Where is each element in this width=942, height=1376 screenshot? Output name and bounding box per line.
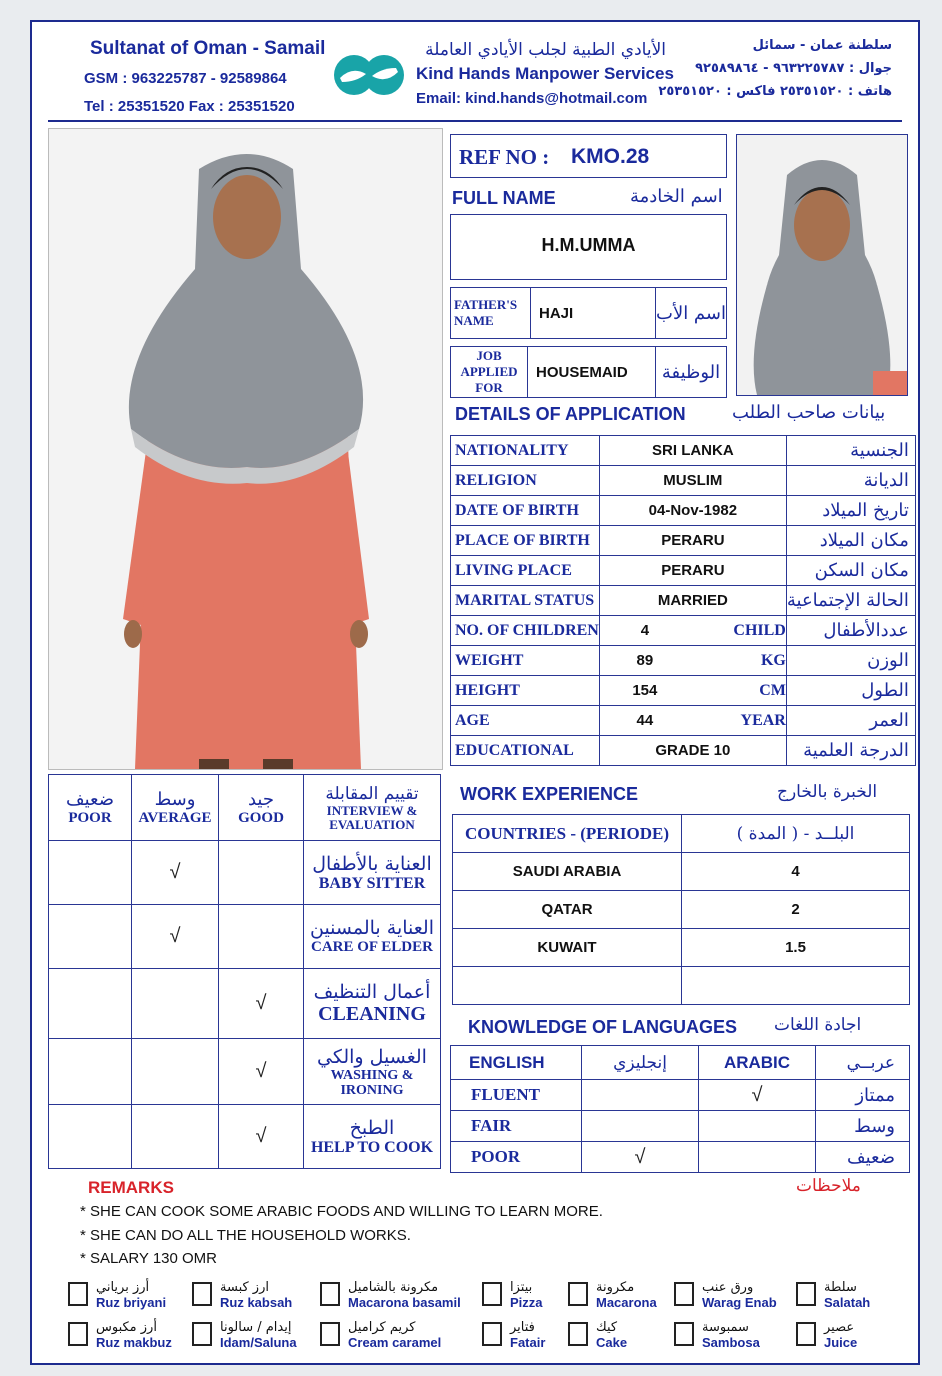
- header-tel: Tel : 25351520 Fax : 25351520: [84, 98, 295, 115]
- details-label-ar: الحالة الإجتماعية: [786, 586, 915, 616]
- lang-arabic-mark: [699, 1111, 816, 1142]
- work-col-countries: COUNTRIES - (PERIODE): [453, 815, 682, 853]
- remarks-lines: [80, 1200, 603, 1271]
- language-row: [451, 1080, 910, 1111]
- eval-good-mark: √: [219, 969, 304, 1039]
- details-value: PERARU: [599, 526, 786, 556]
- food-label-en: Cream caramel: [348, 1335, 442, 1350]
- evaluation-row: [49, 905, 441, 969]
- ref-label: REF NO :: [459, 145, 550, 169]
- lang-level-ar: ممتاز: [816, 1080, 910, 1111]
- eval-head-poor-ar: ضعيف: [65, 788, 115, 810]
- lang-level-ar: ضعيف: [816, 1142, 910, 1173]
- food-checkbox[interactable]: [68, 1282, 88, 1306]
- details-label: AGE: [451, 706, 600, 736]
- food-label-en: Ruz kabsah: [220, 1295, 293, 1310]
- logo: [332, 52, 408, 103]
- food-label-ar: مكرونة: [596, 1280, 635, 1295]
- food-label-ar: سلطة: [824, 1280, 857, 1295]
- details-label: EDUCATIONAL: [451, 736, 600, 766]
- eval-average-mark: [132, 1105, 219, 1169]
- lang-head-english-ar: إنجليزي: [582, 1046, 699, 1080]
- languages-table: [450, 1045, 910, 1173]
- eval-criterion-en: CARE OF ELDER: [311, 939, 433, 955]
- eval-criterion: [304, 1039, 441, 1105]
- food-label-en: Ruz makbuz: [96, 1335, 172, 1350]
- work-row: [453, 967, 910, 1005]
- company-name: Kind Hands Manpower Services: [416, 64, 674, 83]
- remark-line: * SHE CAN COOK SOME ARABIC FOODS AND WILLING TO LEARN MORE.: [80, 1203, 603, 1220]
- details-label: MARITAL STATUS: [451, 586, 600, 616]
- eval-criterion: [304, 969, 441, 1039]
- languages-title-ar: اجادة اللغات: [774, 1015, 862, 1035]
- details-label-ar: الوزن: [786, 646, 915, 676]
- food-label: [220, 1280, 292, 1310]
- food-label-ar: إيدام / سالونا: [220, 1320, 292, 1335]
- details-row: [451, 466, 916, 496]
- details-row: [451, 646, 916, 676]
- food-label-ar: فتاير: [510, 1320, 535, 1335]
- food-checkbox[interactable]: [68, 1322, 88, 1346]
- job-label: JOB APPLIED FOR: [451, 347, 528, 398]
- details-value: 4: [640, 621, 650, 639]
- details-label: RELIGION: [451, 466, 600, 496]
- food-label-ar: أرز مكبوس: [96, 1320, 157, 1335]
- details-value-cell: [599, 616, 786, 646]
- details-unit: KG: [760, 651, 786, 669]
- food-label: [96, 1320, 172, 1350]
- lang-level: FLUENT: [451, 1080, 582, 1111]
- food-label-ar: كيك: [596, 1320, 618, 1335]
- evaluation-table: [48, 774, 441, 1169]
- work-country: QATAR: [453, 891, 682, 929]
- evaluation-row: [49, 1105, 441, 1169]
- lang-head-arabic-ar: عربــي: [816, 1046, 910, 1080]
- eval-average-mark: √: [132, 841, 219, 905]
- food-checkbox[interactable]: [568, 1282, 588, 1306]
- food-label: [596, 1280, 657, 1310]
- work-period: 2: [682, 891, 910, 929]
- work-country: [453, 967, 682, 1005]
- header-location: Sultanat of Oman - Samail: [90, 38, 326, 59]
- details-value-cell: [599, 676, 786, 706]
- details-label-ar: الطول: [786, 676, 915, 706]
- details-value-cell: [599, 706, 786, 736]
- header-right-location: سلطنة عمان - سمائل: [752, 38, 892, 53]
- food-label: [824, 1320, 857, 1350]
- ref-value: KMO.28: [571, 145, 650, 168]
- food-label-en: Fatair: [510, 1335, 546, 1350]
- food-label-en: Salatah: [824, 1295, 871, 1310]
- languages-title: KNOWLEDGE OF LANGUAGES: [468, 1017, 737, 1037]
- eval-good-mark: √: [219, 1105, 304, 1169]
- work-country: KUWAIT: [453, 929, 682, 967]
- lang-head-arabic: ARABIC: [699, 1046, 816, 1080]
- eval-head-good: [219, 775, 304, 841]
- eval-average-mark: [132, 969, 219, 1039]
- eval-head-criteria-ar: تقييم المقابلة: [325, 783, 419, 804]
- evaluation-row: [49, 841, 441, 905]
- lang-english-mark: [582, 1111, 699, 1142]
- work-row: [453, 891, 910, 929]
- food-checkbox[interactable]: [796, 1282, 816, 1306]
- header-gsm: GSM : 963225787 - 92589864: [84, 70, 287, 87]
- food-label: [348, 1280, 461, 1310]
- portrait-photo: [736, 134, 908, 396]
- details-label-ar: مكان السكن: [786, 556, 915, 586]
- eval-head-average-en: AVERAGE: [138, 809, 212, 826]
- details-row: [451, 616, 916, 646]
- lang-level: POOR: [451, 1142, 582, 1173]
- eval-criterion-en: CLEANING: [318, 1003, 426, 1025]
- details-label-ar: عددالأطفال: [786, 616, 915, 646]
- details-row: [451, 736, 916, 766]
- full-name-box: [450, 214, 727, 280]
- eval-head-good-ar: جيد: [247, 788, 274, 810]
- details-value: SRI LANKA: [599, 436, 786, 466]
- food-label-en: Pizza: [510, 1295, 543, 1310]
- food-label-en: Ruz briyani: [96, 1295, 167, 1310]
- details-row: [451, 706, 916, 736]
- work-col-arabic: البلــد - ( المدة ): [682, 815, 910, 853]
- work-row: [453, 853, 910, 891]
- food-label: [96, 1280, 166, 1310]
- work-title: WORK EXPERIENCE: [460, 784, 639, 804]
- remarks-label-ar: ملاحظات: [796, 1176, 861, 1196]
- work-title-ar: الخبرة بالخارج: [777, 782, 878, 802]
- food-checkbox[interactable]: [796, 1322, 816, 1346]
- food-checkbox[interactable]: [674, 1282, 694, 1306]
- details-label-ar: الديانة: [786, 466, 915, 496]
- food-label-ar: ورق عنب: [702, 1280, 754, 1295]
- eval-average-mark: [132, 1039, 219, 1105]
- person-full-icon: [49, 129, 442, 769]
- father-label: FATHER'S NAME: [451, 288, 531, 339]
- food-label: [702, 1280, 777, 1310]
- food-label: [510, 1280, 543, 1310]
- food-checkbox[interactable]: [192, 1282, 212, 1306]
- food-checkbox[interactable]: [568, 1322, 588, 1346]
- father-table: [450, 287, 727, 339]
- eval-head-average-ar: وسط: [154, 788, 196, 810]
- lang-arabic-mark: [699, 1142, 816, 1173]
- details-label-ar: الدرجة العلمية: [786, 736, 915, 766]
- eval-criterion: [304, 841, 441, 905]
- food-checkbox[interactable]: [674, 1322, 694, 1346]
- remark-line: * SALARY 130 OMR: [80, 1250, 218, 1267]
- remark-line: * SHE CAN DO ALL THE HOUSEHOLD WORKS.: [80, 1226, 411, 1244]
- language-row: [451, 1111, 910, 1142]
- work-table: [452, 814, 910, 1005]
- details-label-ar: مكان الميلاد: [786, 526, 915, 556]
- lang-english-mark: √: [582, 1142, 699, 1173]
- eval-criterion-en: HELP TO COOK: [310, 1138, 434, 1156]
- eval-poor-mark: [49, 841, 132, 905]
- eval-criterion-ar: العناية بالمسنين: [309, 917, 434, 939]
- details-value: GRADE 10: [599, 736, 786, 766]
- eval-criterion: [304, 905, 441, 969]
- evaluation-row: [49, 1039, 441, 1105]
- food-checkbox[interactable]: [320, 1322, 340, 1346]
- food-label-en: Idam/Saluna: [220, 1335, 297, 1350]
- details-label: DATE OF BIRTH: [451, 496, 600, 526]
- eval-criterion-en: BABY SITTER: [318, 874, 426, 892]
- food-label-en: Juice: [824, 1335, 858, 1350]
- details-unit: CM: [759, 681, 786, 699]
- eval-criterion-ar: أعمال التنظيف: [313, 981, 431, 1003]
- food-label-ar: مكرونة بالشاميل: [348, 1280, 439, 1295]
- eval-poor-mark: [49, 1039, 132, 1105]
- food-label: [510, 1320, 545, 1350]
- company-email: Email: kind.hands@hotmail.com: [416, 90, 648, 107]
- header-center: [416, 40, 674, 107]
- food-label: [702, 1320, 760, 1350]
- food-label-ar: سمبوسة: [702, 1320, 749, 1335]
- header-center-arabic: الأيادي الطبية لجلب الأيادي العاملة: [425, 40, 666, 60]
- eval-criterion-ar: الغسيل والكي: [317, 1045, 427, 1068]
- details-unit: YEAR: [740, 711, 786, 729]
- food-label-en: Warag Enab: [702, 1295, 777, 1310]
- food-label-ar: بيتزا: [510, 1280, 533, 1295]
- eval-poor-mark: [49, 1105, 132, 1169]
- details-value: 89: [636, 651, 654, 669]
- header-right: [658, 38, 892, 99]
- eval-criterion-en: WASHING & IRONING: [330, 1067, 414, 1098]
- details-row: [451, 556, 916, 586]
- details-table: [450, 435, 916, 766]
- language-row: [451, 1142, 910, 1173]
- eval-criterion: [304, 1105, 441, 1169]
- details-label-ar: الجنسية: [786, 436, 915, 466]
- food-label: [220, 1320, 297, 1350]
- details-title-ar: بيانات صاحب الطلب: [732, 402, 886, 423]
- details-row: [451, 526, 916, 556]
- full-name-value: H.M.UMMA: [541, 235, 636, 255]
- food-label-en: Cake: [596, 1335, 628, 1350]
- details-label: LIVING PLACE: [451, 556, 600, 586]
- details-value-cell: [599, 646, 786, 676]
- header-right-phone: هاتف : ٢٥٣٥١٥٢٠ فاكس : ٢٥٣٥١٥٢٠: [658, 84, 892, 99]
- eval-head-criteria-en: INTERVIEW & EVALUATION: [326, 802, 418, 832]
- eval-head-average: [132, 775, 219, 841]
- details-label: NATIONALITY: [451, 436, 600, 466]
- header-divider: [48, 120, 902, 122]
- full-name-label: FULL NAME: [452, 188, 556, 208]
- details-value: PERARU: [599, 556, 786, 586]
- work-period: 1.5: [682, 929, 910, 967]
- ref-box: [450, 134, 727, 178]
- eval-head-poor: [49, 775, 132, 841]
- full-name-label-ar: اسم الخادمة: [630, 186, 723, 207]
- eval-good-mark: [219, 905, 304, 969]
- lang-arabic-mark: √: [699, 1080, 816, 1111]
- details-value: MARRIED: [599, 586, 786, 616]
- details-value: 44: [636, 711, 654, 729]
- eval-head-good-en: GOOD: [238, 809, 284, 826]
- eval-criterion-ar: الطبخ: [349, 1116, 395, 1139]
- details-title: DETAILS OF APPLICATION: [455, 404, 686, 424]
- food-label-ar: عصير: [824, 1320, 855, 1335]
- eval-poor-mark: [49, 905, 132, 969]
- food-checkbox[interactable]: [482, 1322, 502, 1346]
- job-table: [450, 346, 727, 398]
- details-value: MUSLIM: [599, 466, 786, 496]
- food-label-ar: كريم كراميل: [348, 1320, 416, 1335]
- eval-head-poor-en: POOR: [68, 809, 112, 826]
- eval-good-mark: [219, 841, 304, 905]
- food-label: [596, 1320, 627, 1350]
- lang-level-ar: وسط: [816, 1111, 910, 1142]
- lang-level: FAIR: [451, 1111, 582, 1142]
- details-value: 04-Nov-1982: [599, 496, 786, 526]
- food-label-ar: ارز كبسة: [220, 1280, 269, 1295]
- details-label: HEIGHT: [451, 676, 600, 706]
- hands-logo-icon: [332, 52, 408, 98]
- details-label: NO. OF CHILDREN: [451, 616, 600, 646]
- details-row: [451, 586, 916, 616]
- details-label: PLACE OF BIRTH: [451, 526, 600, 556]
- job-value: HOUSEMAID: [528, 347, 656, 398]
- food-checkbox[interactable]: [320, 1282, 340, 1306]
- food-label-ar: أرز برياني: [96, 1280, 150, 1295]
- job-label-ar: الوظيفة: [656, 347, 727, 398]
- evaluation-row: [49, 969, 441, 1039]
- details-row: [451, 676, 916, 706]
- food-label-en: Macarona: [596, 1295, 657, 1310]
- lang-head-english: ENGLISH: [451, 1046, 582, 1080]
- work-country: SAUDI ARABIA: [453, 853, 682, 891]
- eval-criterion-ar: العناية بالأطفال: [312, 852, 432, 875]
- remarks-label: REMARKS: [88, 1178, 174, 1197]
- father-label-ar: اسم الأب: [656, 288, 727, 339]
- details-label-ar: تاريخ الميلاد: [786, 496, 915, 526]
- father-value: HAJI: [531, 288, 656, 339]
- application-form: [30, 20, 920, 1365]
- eval-good-mark: √: [219, 1039, 304, 1105]
- eval-average-mark: √: [132, 905, 219, 969]
- details-label-ar: العمر: [786, 706, 915, 736]
- lang-english-mark: [582, 1080, 699, 1111]
- details-label: WEIGHT: [451, 646, 600, 676]
- food-label-en: Macarona basamil: [348, 1295, 461, 1310]
- work-period: 4: [682, 853, 910, 891]
- full-body-photo: [48, 128, 443, 770]
- person-portrait-icon: [737, 135, 907, 395]
- food-checkbox[interactable]: [192, 1322, 212, 1346]
- food-checkbox[interactable]: [482, 1282, 502, 1306]
- food-label: [824, 1280, 870, 1310]
- details-row: [451, 436, 916, 466]
- food-label-en: Sambosa: [702, 1335, 760, 1350]
- food-label: [348, 1320, 441, 1350]
- eval-poor-mark: [49, 969, 132, 1039]
- details-value: 154: [632, 681, 658, 699]
- eval-head-criteria: [304, 775, 441, 841]
- details-unit: CHILD: [733, 621, 786, 639]
- details-row: [451, 496, 916, 526]
- header-right-mobile: جوال : ٩٦٣٢٢٥٧٨٧ - ٩٢٥٨٩٨٦٤: [695, 61, 892, 76]
- work-row: [453, 929, 910, 967]
- work-period: [682, 967, 910, 1005]
